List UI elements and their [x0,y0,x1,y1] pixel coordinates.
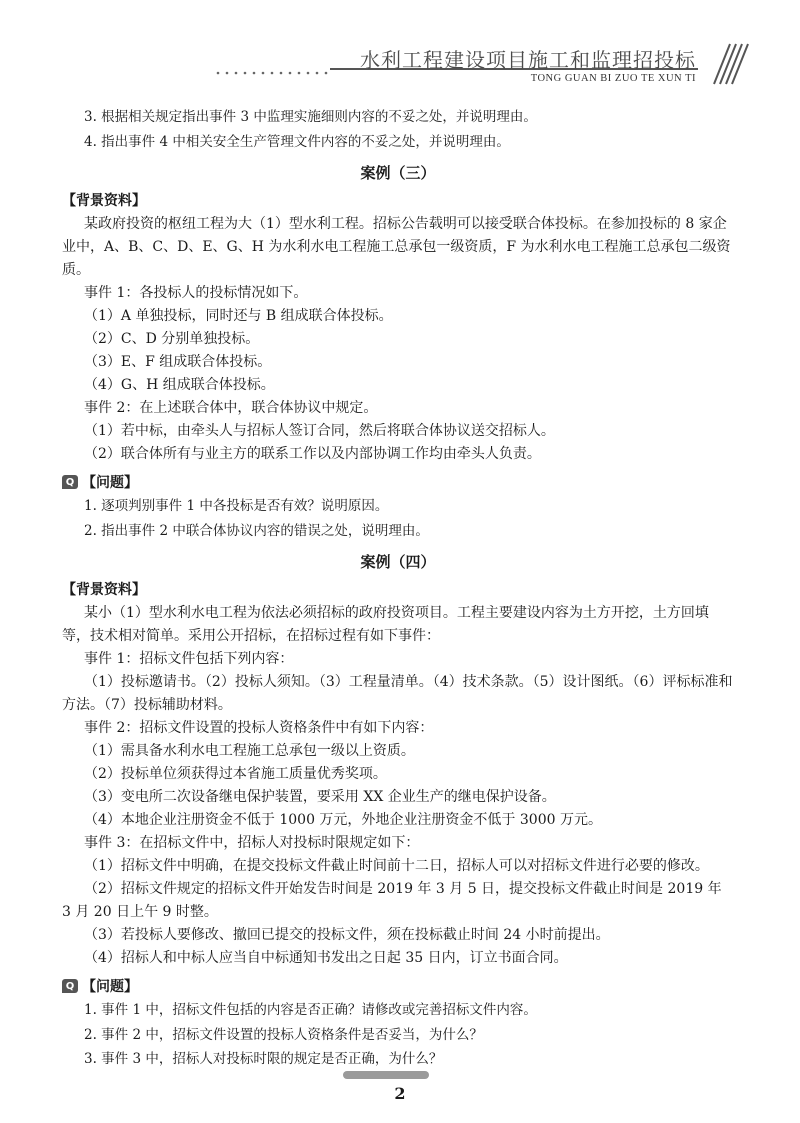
case4-event3-item: （2）招标文件规定的招标文件开始发告时间是 2019 年 3 月 5 日，提交投标文件截止时间是 2019 年 3 月 20 日上午 9 时整。 [62,881,722,920]
question-4-top: 4. 指出事件 4 中相关安全生产管理文件内容的不妥之处，并说明理由。 [84,133,510,150]
case4-event3-item: （4）招标人和中标人应当自中标通知书发出之日起 35 日内，订立书面合同。 [84,950,568,966]
case4-event2-item: （4）本地企业注册资金不低于 1000 万元，外地企业注册资金不低于 3000 万元。 [84,812,602,828]
case3-question: 1. 逐项判别事件 1 中各投标是否有效？说明原因。 [84,498,389,514]
case4-event2-item: （2）投标单位须获得过本省施工质量优秀奖项。 [84,766,387,782]
question-badge-icon: Q [62,475,78,489]
case4-event3-item: （3）若投标人要修改、撤回已提交的投标文件，须在投标截止时间 24 小时前提出。 [84,927,610,943]
case4-problem-header [62,974,734,998]
header-title: 水利工程建设项目施工和监理招投标 [360,48,696,72]
case4-event1-items: （1）投标邀请书。（2）投标人须知。（3）工程量清单。（4）技术条款。（5）设计图纸。（6）评标标准和方法。（7）投标辅助材料。 [62,674,733,713]
case3-event2: 事件 2：在上述联合体中，联合体协议中规定。 [84,400,378,416]
case3-event1-item: （2）C、D 分别单独投标。 [84,331,260,347]
case3-event1-item: （1）A 单独投标，同时还与 B 组成联合体投标。 [84,308,393,324]
stripes-ornament [706,40,750,88]
case4-event3: 事件 3：在招标文件中，招标人对投标时限规定如下： [84,835,420,851]
case4-question: 3. 事件 3 中，招标人对投标时限的规定是否正确，为什么？ [84,1051,443,1067]
case3-background-label: 【背景资料】 [62,193,146,209]
case4-event3-item: （1）招标文件中明确，在提交投标文件截止时间前十二日，招标人可以对招标文件进行必要的修改。 [84,858,709,874]
case3-event2-item: （2）联合体所有与业主方的联系工作以及内部协调工作均由牵头人负责。 [84,446,541,462]
case4-event2-item: （1）需具备水利水电工程施工总承包一级以上资质。 [84,743,415,759]
case3-heading: 案例（三） [360,164,436,182]
case4-event2: 事件 2：招标文件设置的投标人资格条件中有如下内容： [84,720,434,736]
case4-event1: 事件 1：招标文件包括下列内容： [84,651,294,667]
case3-event1-item: （4）G、H 组成联合体投标。 [84,377,275,393]
case4-question: 2. 事件 2 中，招标文件设置的投标人资格条件是否妥当，为什么？ [84,1026,483,1043]
case3-event1-item: （3）E、F 组成联合体投标。 [84,354,272,370]
case3-intro: 某政府投资的枢纽工程为大（1）型水利工程。招标公告载明可以接受联合体投标。在参加投标的 8 家企业中，A、B、C、D、E、G、H 为水利水电工程施工总承包一级资质，F 为水利水电工程施工总承包二级资质。 [62,216,731,278]
case3-problem-label: 【问题】 [82,475,138,491]
case4-background-label: 【背景资料】 [62,582,146,598]
footer-ornament [343,1071,429,1079]
question-badge-icon: Q [62,979,78,993]
case4-problem-label: 【问题】 [82,979,138,995]
header-subtitle: TONG GUAN BI ZUO TE XUN TI [530,73,696,84]
case4-event2-item: （3）变电所二次设备继电保护装置，要采用 XX 企业生产的继电保护设备。 [84,789,556,805]
case4-heading: 案例（四） [360,553,436,571]
case3-event1: 事件 1：各投标人的投标情况如下。 [84,285,308,301]
question-3-top: 3. 根据相关规定指出事件 3 中监理实施细则内容的不妥之处，并说明理由。 [84,109,537,125]
case3-problem-header [62,470,734,494]
case4-intro: 某小（1）型水利水电工程为依法必须招标的政府投资项目。工程主要建设内容为土方开挖，土方回填等，技术相对简单。采用公开招标，在招标过程有如下事件： [62,605,709,644]
case3-event2-item: （1）若中标，由牵头人与招标人签订合同，然后将联合体协议送交招标人。 [84,423,555,439]
dotted-ornament [215,69,335,77]
case4-question: 1. 事件 1 中，招标文件包括的内容是否正确？请修改或完善招标文件内容。 [84,1002,537,1018]
page-number: 2 [394,1084,406,1103]
page-content [62,105,734,1072]
page-header [0,0,800,100]
case3-question: 2. 指出事件 2 中联合体协议内容的错误之处，说明理由。 [84,522,429,539]
